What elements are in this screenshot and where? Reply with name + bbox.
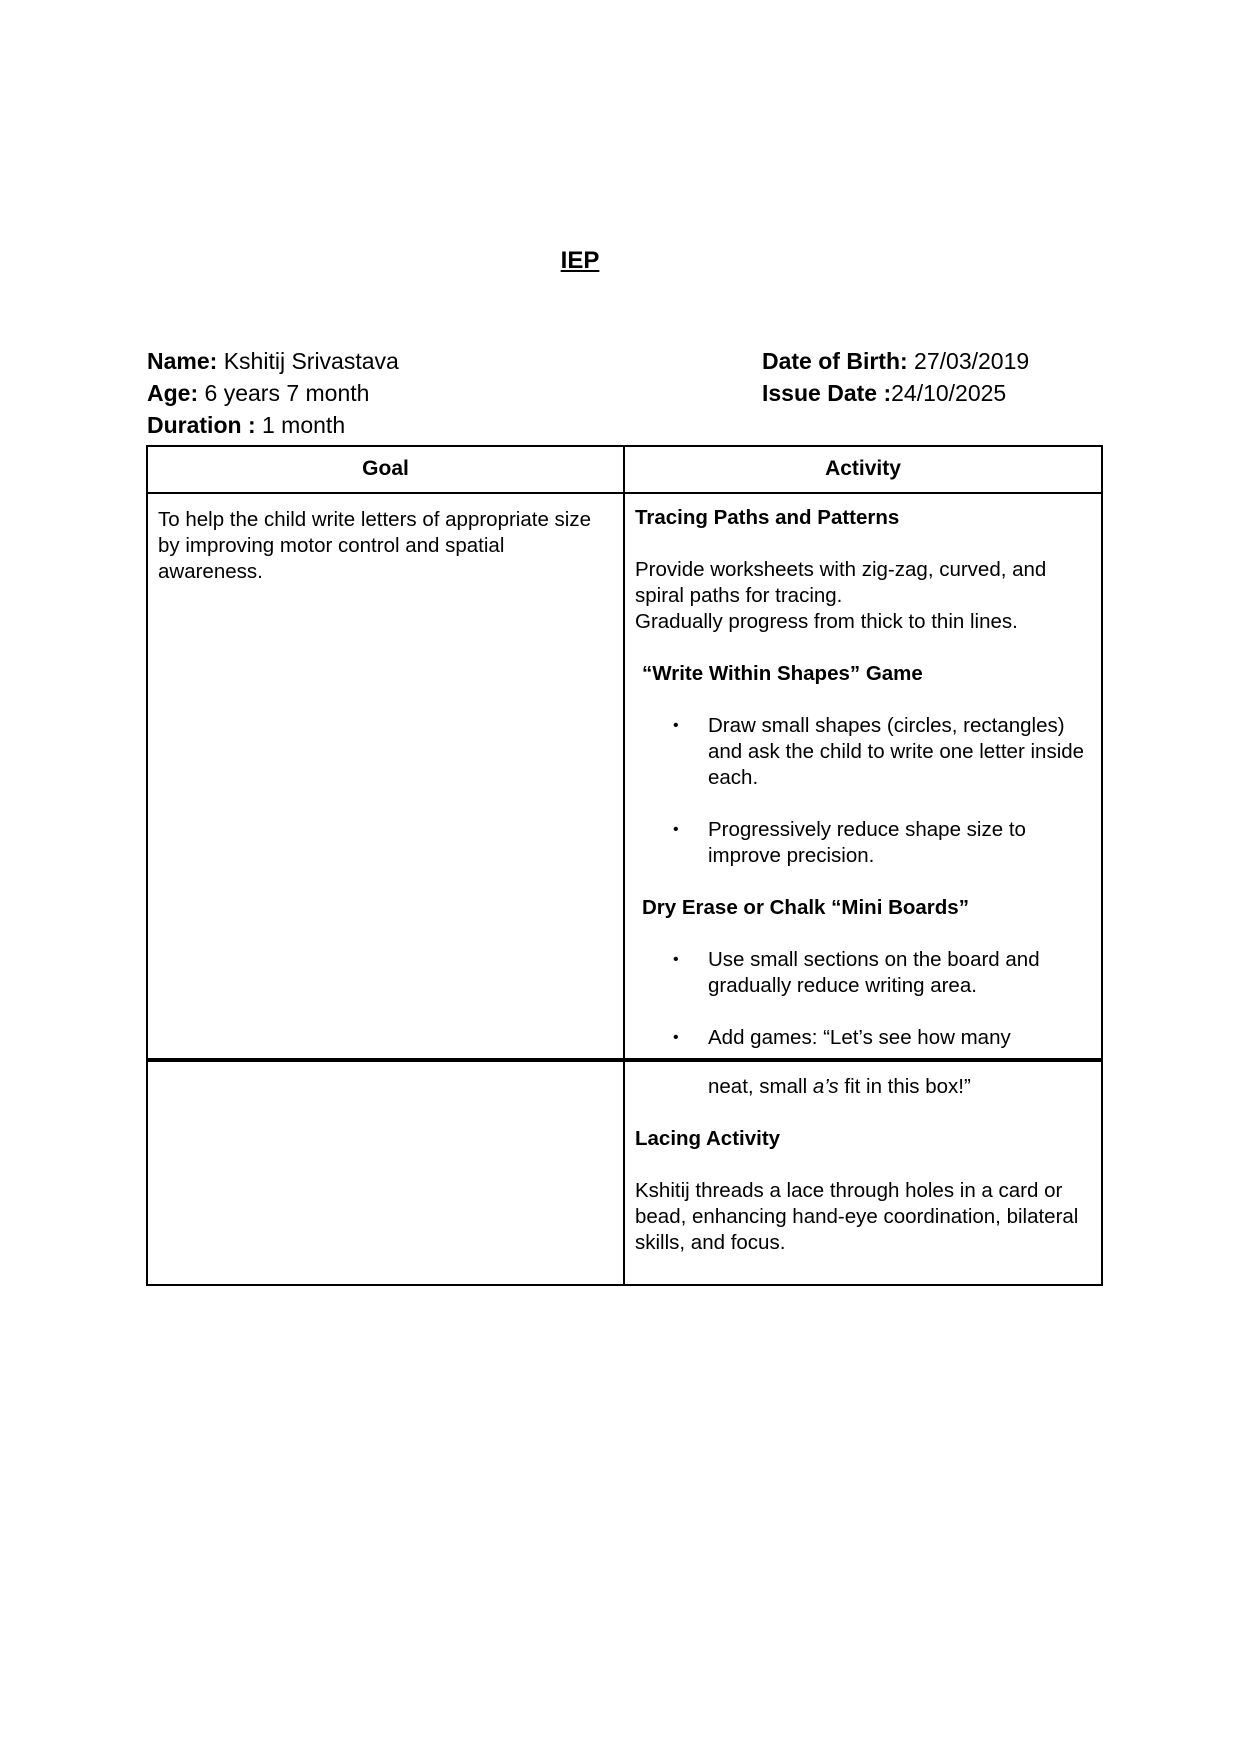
list-item — [635, 713, 1090, 791]
list-item — [635, 1025, 1090, 1051]
goal-cell — [158, 507, 603, 585]
bullet-icon: • — [673, 821, 679, 838]
issue-date-line — [762, 377, 1029, 409]
lacing-heading: Lacing Activity — [635, 1127, 781, 1150]
boards-bullet-1: Use small sections on the board and gradually reduce writing area. — [708, 948, 1040, 997]
goal-text: To help the child write letters of appropriate size by improving motor control and spatial awareness. — [158, 508, 592, 583]
header-goal: Goal — [362, 457, 409, 480]
lacing-text: Kshitij threads a lace through holes in a card or bead, enhancing hand-eye coordination, bilateral skills, and focus. — [635, 1179, 1079, 1254]
name-label: Name: — [147, 348, 218, 374]
boards-bullet-2-part2: neat, small a’s fit in this box!” — [708, 1075, 971, 1098]
duration-line — [147, 409, 399, 441]
document-title: IEP — [560, 247, 600, 274]
boards-heading: Dry Erase or Chalk “Mini Boards” — [642, 896, 969, 919]
table-column-divider — [623, 445, 625, 1286]
tracing-description: Provide worksheets with zig-zag, curved, and spiral paths for tracing. — [635, 558, 1047, 607]
age-value: 6 years 7 month — [198, 380, 370, 406]
dob-line — [762, 345, 1029, 377]
header-activity: Activity — [825, 457, 901, 480]
name-value: Kshitij Srivastava — [217, 348, 399, 374]
activity-cell — [635, 505, 1090, 1051]
header-divider — [146, 492, 1103, 494]
tracing-progression: Gradually progress from thick to thin lines. — [635, 610, 1018, 633]
bullet-icon: • — [673, 717, 679, 734]
age-line — [147, 377, 399, 409]
issue-date-value: 24/10/2025 — [891, 380, 1007, 406]
age-label: Age: — [147, 380, 199, 406]
page-break-divider — [146, 1058, 1103, 1062]
duration-label: Duration : — [147, 412, 256, 438]
list-item — [635, 817, 1090, 869]
boards-bullet-2-part1: Add games: “Let’s see how many — [708, 1026, 1011, 1049]
issue-date-label: Issue Date : — [762, 380, 892, 406]
shapes-bullet-1: Draw small shapes (circles, rectangles) and ask the child to write one letter inside each. — [708, 714, 1085, 789]
activity-cell-continued — [635, 1074, 1090, 1256]
list-item — [635, 947, 1090, 999]
shapes-heading: “Write Within Shapes” Game — [642, 662, 923, 685]
bullet-icon: • — [673, 951, 679, 968]
dob-value: 27/03/2019 — [907, 348, 1030, 374]
name-line — [147, 345, 399, 377]
bullet-icon: • — [673, 1029, 679, 1046]
student-info-left — [147, 345, 399, 441]
student-info-right — [762, 345, 1029, 409]
tracing-heading: Tracing Paths and Patterns — [635, 506, 900, 529]
dob-label: Date of Birth: — [762, 348, 908, 374]
shapes-bullet-2: Progressively reduce shape size to improve precision. — [708, 818, 1026, 867]
duration-value: 1 month — [255, 412, 346, 438]
